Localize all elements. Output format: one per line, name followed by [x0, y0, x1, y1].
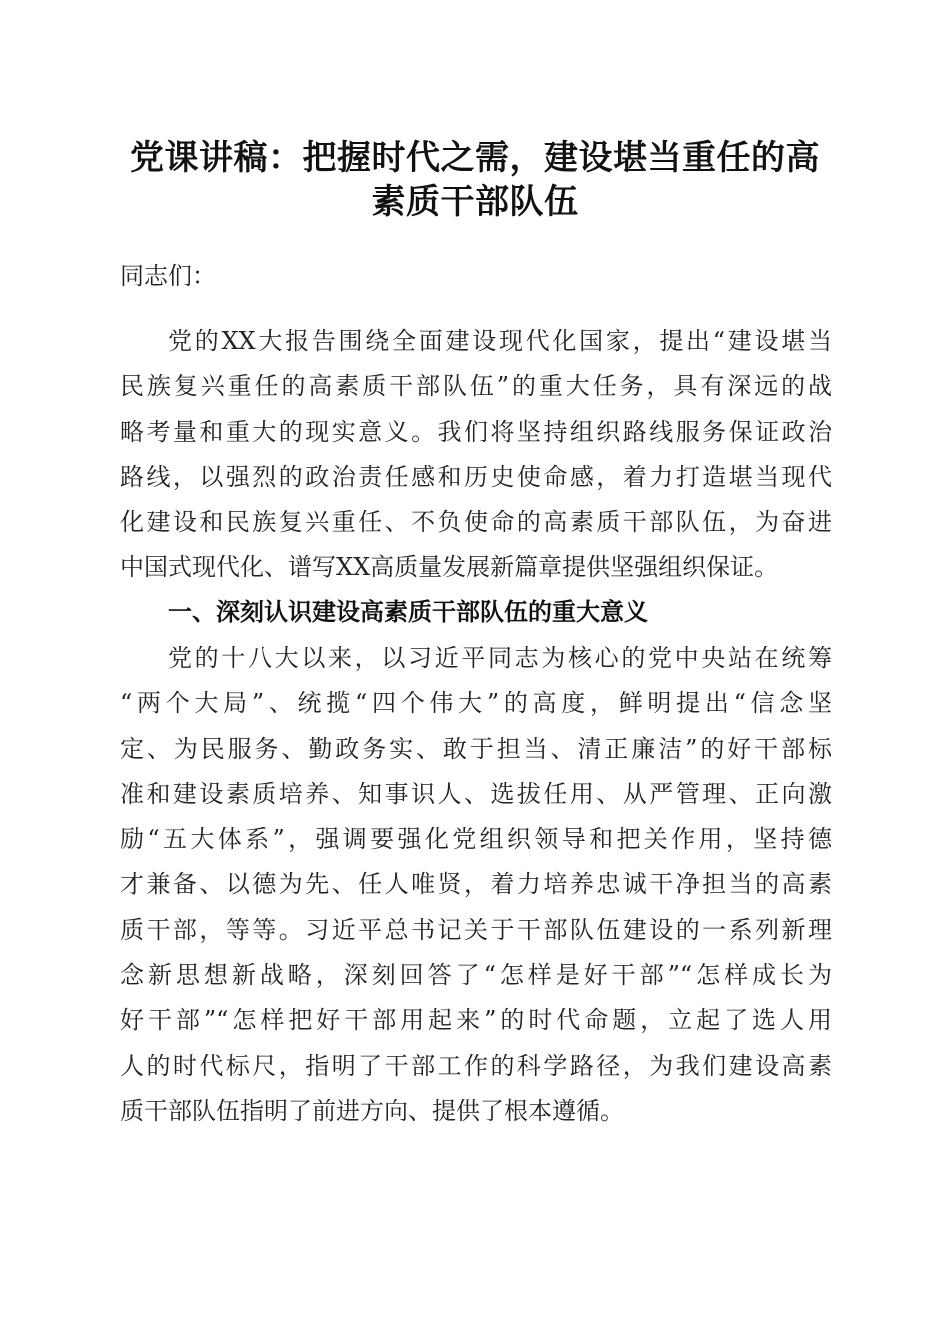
paragraph-line: 化建设和民族复兴重任、不负使命的高素质干部队伍，为奋进 — [120, 508, 832, 537]
paragraph-line: 准和建设素质培养、知事识人、选拔任用、从严管理、正向激 — [120, 779, 832, 808]
title-line-2: 素质干部队伍 — [371, 182, 579, 222]
title-line-1: 党课讲稿：把握时代之需，建设堪当重任的高 — [130, 138, 820, 178]
paragraph-line: 才兼备、以德为先、任人唯贤，着力培养忠诚干净担当的高素 — [120, 870, 832, 899]
paragraph-line: 质干部队伍指明了前进方向、提供了根本遵循。 — [120, 1096, 624, 1125]
paragraph-line: 念新思想新战略，深刻回答了“怎样是好干部”“怎样成长为 — [120, 961, 832, 990]
section-heading-1: 一、深刻认识建设高素质干部队伍的重大意义 — [168, 598, 648, 626]
paragraph-line: 人的时代标尺，指明了干部工作的科学路径，为我们建设高素 — [120, 1051, 832, 1080]
page-title — [110, 136, 840, 224]
paragraph-section-1 — [120, 636, 832, 1134]
paragraph-line: 质干部，等等。习近平总书记关于干部队伍建设的一系列新理 — [120, 915, 832, 944]
paragraph-line: 定、为民服务、勤政务实、敢于担当、清正廉洁”的好干部标 — [120, 734, 832, 763]
paragraph-line: 中国式现代化、谱写XX高质量发展新篇章提供坚强组织保证。 — [120, 553, 779, 582]
paragraph-line: 党的十八大以来，以习近平同志为核心的党中央站在统筹 — [168, 644, 832, 672]
salutation: 同志们： — [120, 262, 216, 290]
paragraph-line: 略考量和重大的现实意义。我们将坚持组织路线服务保证政治 — [120, 417, 832, 446]
paragraph-line: 路线，以强烈的政治责任感和历史使命感，着力打造堪当现代 — [120, 462, 832, 491]
paragraph-line: 民族复兴重任的高素质干部队伍”的重大任务，具有深远的战 — [120, 372, 832, 401]
paragraph-line: 党的XX大报告围绕全面建设现代化国家，提出“建设堪当 — [168, 327, 832, 355]
paragraph-line: 励“五大体系”，强调要强化党组织领导和把关作用，坚持德 — [120, 825, 832, 854]
paragraph-intro — [120, 319, 832, 591]
paragraph-line: 好干部”“怎样把好干部用起来”的时代命题，立起了选人用 — [120, 1006, 832, 1035]
paragraph-line: “两个大局”、统揽“四个伟大”的高度，鲜明提出“信念坚 — [120, 689, 832, 718]
